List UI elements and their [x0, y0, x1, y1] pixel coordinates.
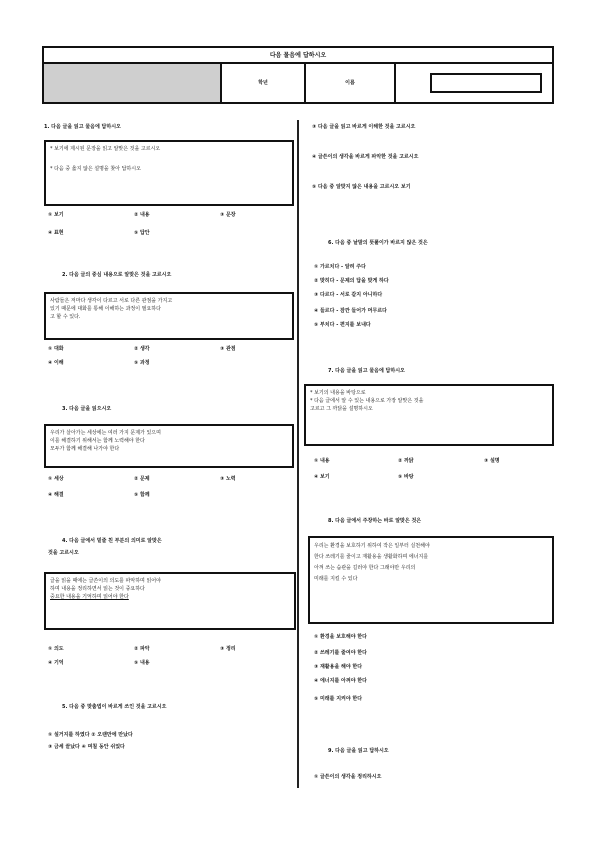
- option[interactable]: ③ 관점: [220, 346, 236, 352]
- box-line: 고 할 수 있다.: [50, 314, 81, 320]
- box-line: [50, 593, 290, 601]
- option[interactable]: ③ 정리: [220, 646, 236, 652]
- answer-line: ① 글쓴이의 생각을 정리하시오: [314, 774, 382, 780]
- answer-line: ① 가르치다 - 알려 주다: [314, 264, 366, 270]
- option[interactable]: ⑤ 함께: [134, 492, 150, 498]
- answer-line: ⑤ 다음 중 알맞지 않은 내용을 고르시오 보기: [312, 184, 411, 190]
- question-2: 2. 다음 글의 중심 내용으로 알맞은 것을 고르시오: [62, 272, 172, 278]
- box-line: * 다음 중 옳지 않은 설명을 찾아 답하시오: [50, 166, 141, 172]
- header-cell-name: 이름: [306, 64, 396, 102]
- question-8-box: [308, 536, 554, 624]
- answer-line: ④ 들르다 - 잠깐 들어가 머무르다: [314, 308, 387, 314]
- option[interactable]: ④ 표현: [48, 230, 64, 236]
- question-8: 8. 다음 글에서 주장하는 바로 알맞은 것은: [328, 518, 422, 524]
- question-2-box: [44, 292, 294, 340]
- box-line: 미래를 지킬 수 있다: [314, 576, 358, 582]
- option[interactable]: ⑤ 답안: [134, 230, 150, 236]
- option[interactable]: ② 내용: [134, 212, 150, 218]
- option[interactable]: ④ 기억: [48, 660, 64, 666]
- question-6: 6. 다음 중 낱말의 뜻풀이가 바르지 않은 것은: [328, 240, 428, 246]
- answer-line: ② 쓰레기를 줄여야 한다: [314, 650, 367, 656]
- question-7-box: [304, 384, 554, 446]
- option[interactable]: ② 까닭: [398, 458, 414, 464]
- header-answer-box: [430, 73, 542, 93]
- underlined-text: 중요한 내용을 기억하며 읽어야 한다: [50, 594, 129, 600]
- option[interactable]: ③ 문장: [220, 212, 236, 218]
- box-line: 한다 쓰레기를 줄이고 재활용을 생활화하며 에너지를: [314, 554, 429, 560]
- answer-line: ③ 다르다 - 서로 같지 아니하다: [314, 292, 383, 298]
- answer-line: ⑤ 미래를 지켜야 한다: [314, 696, 363, 702]
- question-7: 7. 다음 글을 읽고 물음에 답하시오: [328, 368, 405, 374]
- box-line: 우리는 환경을 보호하기 위하여 작은 일부터 실천해야: [314, 543, 430, 549]
- answer-line: ③ 금세 끝났다 ④ 며칠 동안 쉬었다: [48, 744, 125, 750]
- option[interactable]: ③ 설명: [484, 458, 500, 464]
- question-4-cont: 것을 고르시오: [48, 550, 79, 556]
- option[interactable]: ② 파악: [134, 646, 150, 652]
- answer-line: ① 설거지를 하였다 ② 오랜만에 만났다: [48, 732, 133, 738]
- header-shaded-cell: [44, 64, 222, 102]
- answer-line: ① 환경을 보호해야 한다: [314, 634, 367, 640]
- option[interactable]: ① 내용: [314, 458, 330, 464]
- answer-line: ③ 재활용을 해야 한다: [314, 664, 363, 670]
- option[interactable]: ④ 이해: [48, 360, 64, 366]
- question-3-box: [44, 424, 294, 468]
- answer-line: ⑤ 부치다 - 편지를 보내다: [314, 322, 371, 328]
- answer-line: ③ 다음 글을 읽고 바르게 이해한 것을 고르시오: [312, 124, 416, 130]
- header-cell-grade: 학년: [222, 64, 306, 102]
- box-line: * 보기에 제시된 문장을 읽고 알맞은 것을 고르시오: [50, 146, 161, 152]
- option[interactable]: ④ 해결: [48, 492, 64, 498]
- option[interactable]: ⑤ 과정: [134, 360, 150, 366]
- question-4-box: [44, 572, 296, 630]
- option[interactable]: ③ 노력: [220, 476, 236, 482]
- box-line: 모두가 함께 해결해 나가야 한다: [50, 446, 120, 452]
- option[interactable]: ① 대화: [48, 346, 64, 352]
- option[interactable]: ④ 보기: [314, 474, 330, 480]
- question-4: 4. 다음 글에서 밑줄 친 부분의 의미로 알맞은: [62, 538, 162, 544]
- question-1: 1. 다음 글을 읽고 물음에 답하시오: [44, 124, 121, 130]
- box-line: 우리가 살아가는 세상에는 여러 가지 문제가 있으며: [50, 430, 161, 436]
- question-1-box: [44, 140, 294, 206]
- box-line: 있기 때문에 대화를 통해 이해하는 과정이 필요하다: [50, 306, 161, 312]
- answer-line: ② 맞히다 - 문제의 답을 맞게 하다: [314, 278, 389, 284]
- option[interactable]: ⑤ 바탕: [398, 474, 414, 480]
- column-divider: [297, 120, 299, 788]
- box-line: * 보기의 내용을 바탕으로: [310, 390, 366, 396]
- option[interactable]: ⑤ 내용: [134, 660, 150, 666]
- header-table: [42, 46, 554, 104]
- box-line: * 다음 글에서 알 수 있는 내용으로 가장 알맞은 것을: [310, 398, 424, 404]
- box-line: 하며 내용을 정리하면서 읽는 것이 중요하다: [50, 586, 145, 592]
- answer-line: ④ 에너지를 아껴야 한다: [314, 678, 367, 684]
- option[interactable]: ② 생각: [134, 346, 150, 352]
- box-line: 글을 읽을 때에는 글쓴이의 의도를 파악하며 읽어야: [50, 578, 161, 584]
- header-title: 다음 물음에 답하시오: [44, 48, 552, 64]
- question-3: 3. 다음 글을 읽으시오: [62, 406, 112, 412]
- option[interactable]: ① 보기: [48, 212, 64, 218]
- question-9: 9. 다음 글을 읽고 답하시오: [328, 748, 389, 754]
- box-line: 이를 해결하기 위해서는 함께 노력해야 한다: [50, 438, 145, 444]
- option[interactable]: ① 세상: [48, 476, 64, 482]
- box-line: 고르고 그 까닭을 설명하시오: [310, 406, 373, 412]
- box-line: 아껴 쓰는 습관을 길러야 한다 그래야만 우리의: [314, 565, 416, 571]
- box-line: 사람들은 저마다 생각이 다르고 서로 다른 관점을 가지고: [50, 298, 173, 304]
- question-5: 5. 다음 중 맞춤법이 바르게 쓰인 것을 고르시오: [62, 704, 167, 710]
- option[interactable]: ② 문제: [134, 476, 150, 482]
- answer-line: ④ 글쓴이의 생각을 바르게 파악한 것을 고르시오: [312, 154, 419, 160]
- option[interactable]: ① 의도: [48, 646, 64, 652]
